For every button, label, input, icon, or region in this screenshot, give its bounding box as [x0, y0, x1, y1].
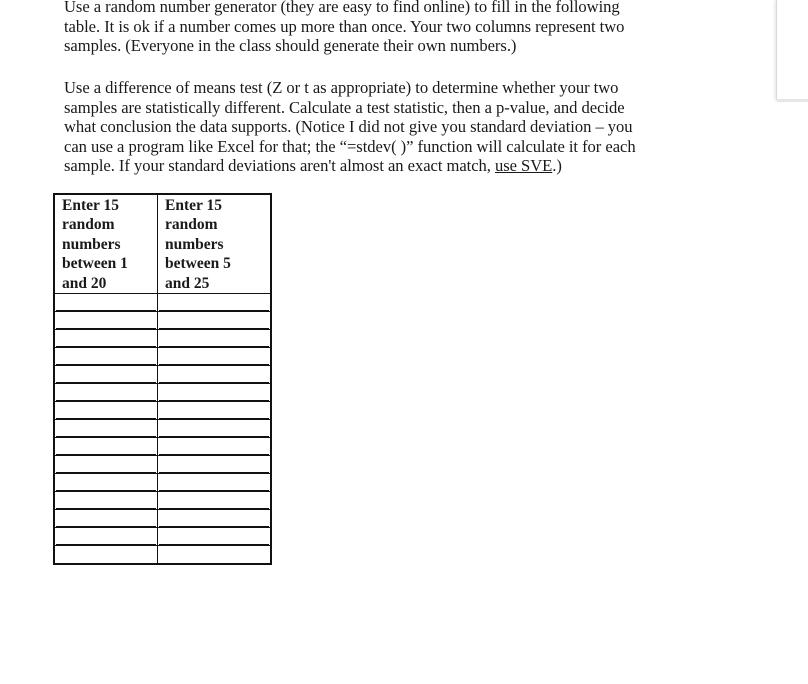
side-scroll-panel[interactable] — [776, 0, 808, 100]
sample-2-cell[interactable] — [158, 366, 272, 384]
instructions-paragraph-1 — [64, 0, 664, 56]
sample-2-cell[interactable] — [158, 456, 272, 474]
sample-2-cell[interactable] — [158, 330, 272, 348]
table-row — [54, 546, 271, 565]
table-row — [54, 312, 271, 330]
table-row — [54, 474, 271, 492]
sample-2-cell[interactable] — [158, 348, 272, 366]
sample-2-cell[interactable] — [158, 474, 272, 492]
sample-2-cell[interactable] — [158, 546, 272, 565]
text-line: table. It is ok if a number comes up more than once. Your two columns represent two — [64, 16, 625, 36]
sample-1-cell[interactable] — [54, 510, 158, 528]
header-line: Enter 15 — [62, 197, 119, 214]
text-fragment: .) — [552, 156, 562, 176]
header-line: random — [62, 216, 115, 234]
sample-1-cell[interactable] — [54, 528, 158, 546]
sample-2-cell[interactable] — [158, 510, 272, 528]
header-line: and 20 — [62, 274, 107, 292]
sample-2-cell[interactable] — [158, 438, 272, 456]
header-line: between 1 — [62, 255, 128, 273]
header-line: between 5 — [165, 255, 231, 273]
sample-1-cell[interactable] — [54, 348, 158, 366]
sample-1-cell[interactable] — [54, 294, 158, 312]
sample-1-cell[interactable] — [54, 384, 158, 402]
text-fragment: sample. If your standard deviations aren't almost an exact match, — [64, 156, 495, 176]
header-line: and 25 — [165, 274, 210, 292]
text-line: can use a program like Excel for that; the “=stdev( )” function will calculate it for each — [64, 136, 636, 156]
sample-1-cell[interactable] — [54, 438, 158, 456]
table-row — [54, 402, 271, 420]
sample-1-cell[interactable] — [54, 456, 158, 474]
table-row — [54, 384, 271, 402]
sample-1-cell[interactable] — [54, 474, 158, 492]
text-line: samples are statistically different. Calculate a test statistic, then a p-value, and decide — [64, 97, 625, 117]
column-1-header — [54, 194, 158, 294]
text-line: Use a random number generator (they are easy to find online) to fill in the following — [64, 0, 620, 16]
text-line: what conclusion the data supports. (Notice I did not give you standard deviation – you — [64, 117, 633, 137]
sample-1-cell[interactable] — [54, 312, 158, 330]
table-row — [54, 528, 271, 546]
table-header-row — [54, 194, 271, 294]
header-line: numbers — [165, 235, 224, 253]
header-line: Enter 15 — [165, 197, 222, 214]
column-2-header — [158, 194, 272, 294]
table-row — [54, 294, 271, 312]
text-line-last — [64, 156, 664, 176]
sample-2-cell[interactable] — [158, 528, 272, 546]
sample-2-cell[interactable] — [158, 312, 272, 330]
table-row — [54, 348, 271, 366]
sample-1-cell[interactable] — [54, 330, 158, 348]
header-line: numbers — [62, 235, 121, 253]
sample-1-cell[interactable] — [54, 492, 158, 510]
table-row — [54, 366, 271, 384]
table-row — [54, 492, 271, 510]
table-body — [54, 294, 271, 565]
sample-2-cell[interactable] — [158, 420, 272, 438]
header-line: random — [165, 216, 218, 234]
table-row — [54, 330, 271, 348]
table-row — [54, 456, 271, 474]
sample-2-cell[interactable] — [158, 402, 272, 420]
table-row — [54, 438, 271, 456]
sample-1-cell[interactable] — [54, 546, 158, 565]
instructions-paragraph-2 — [64, 78, 664, 176]
sample-2-cell[interactable] — [158, 492, 272, 510]
sample-1-cell[interactable] — [54, 402, 158, 420]
table-row — [54, 420, 271, 438]
table-row — [54, 510, 271, 528]
text-line: samples. (Everyone in the class should generate their own numbers.) — [64, 36, 517, 56]
text-line: Use a difference of means test (Z or t as appropriate) to determine whether your two — [64, 78, 619, 97]
sample-2-cell[interactable] — [158, 294, 272, 312]
sample-1-cell[interactable] — [54, 366, 158, 384]
sample-1-cell[interactable] — [54, 420, 158, 438]
random-numbers-table — [53, 193, 272, 565]
side-panel-shadow — [777, 99, 808, 102]
sve-link[interactable]: use SVE — [494, 156, 553, 176]
sample-2-cell[interactable] — [158, 384, 272, 402]
